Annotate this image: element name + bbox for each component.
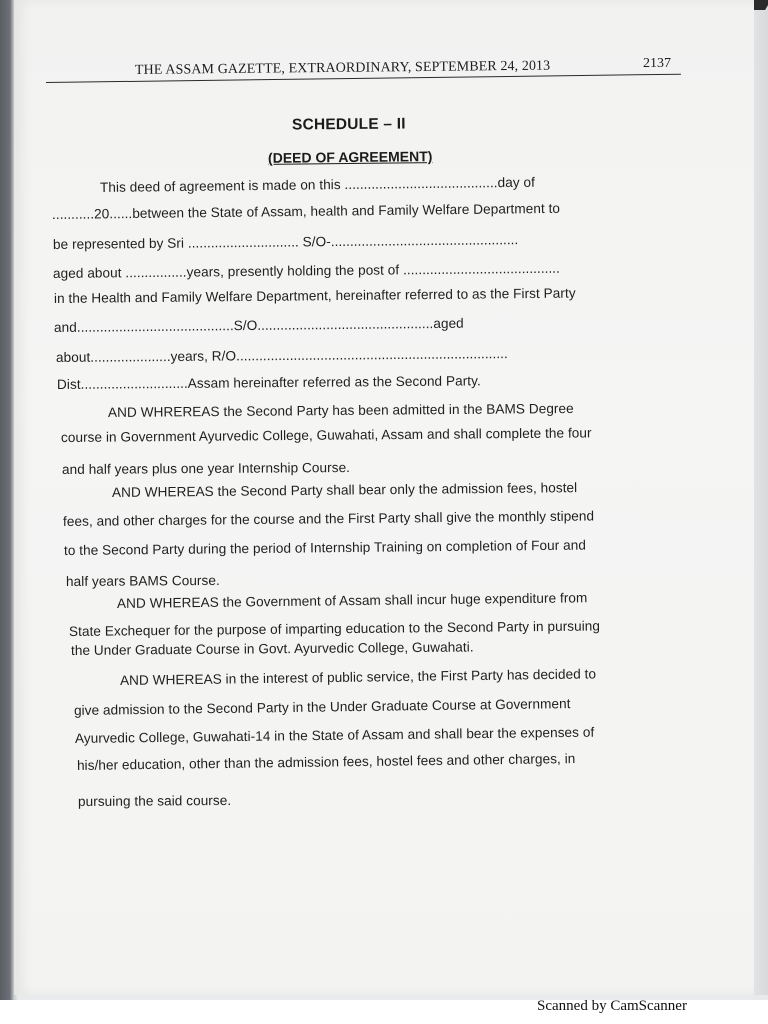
body-line: the Under Graduate Course in Govt. Ayurvedic College, Guwahati.	[70, 639, 474, 658]
body-line: and half years plus one year Internship Course.	[61, 459, 351, 477]
body-line: AND WHEREAS the Government of Assam shall incur huge expenditure from	[116, 590, 588, 611]
body-line: his/her education, other than the admission fees, hostel fees and other charges, in	[76, 751, 576, 773]
body-line: to the Second Party during the period of Internship Training on completion of Four and	[63, 537, 586, 558]
body-line: and.........................................S/O..............................................aged	[53, 315, 464, 335]
body-line: Ayurvedic College, Guwahati-14 in the State of Assam and shall bear the expenses of	[74, 724, 595, 746]
schedule-title: SCHEDULE – II	[291, 115, 406, 134]
body-line: about.....................years, R/O.......................................................................	[55, 346, 508, 365]
body-line: course in Government Ayurvedic College, Guwahati, Assam and shall complete the four	[60, 425, 592, 445]
body-line: half years BAMS Course.	[65, 572, 220, 589]
body-line: fees, and other charges for the course and the First Party shall give the monthly stipend	[62, 508, 595, 529]
body-line: be represented by Sri ............................. S/O-.................................................	[52, 232, 519, 252]
paper-edge	[754, 0, 768, 995]
body-line: give admission to the Second Party in the Under Graduate Course at Government	[73, 696, 571, 718]
gazette-header: THE ASSAM GAZETTE, EXTRAORDINARY, SEPTEMBER 24, 2013	[134, 58, 551, 78]
body-line: pursuing the said course.	[77, 792, 232, 809]
body-line: State Exchequer for the purpose of imparting education to the Second Party in pursuing	[68, 618, 601, 639]
scanner-watermark: Scanned by CamScanner	[537, 998, 687, 1014]
body-line: ...........20......between the State of Assam, health and Family Welfare Department to	[51, 200, 561, 222]
deed-subtitle: (DEED OF AGREEMENT)	[267, 148, 433, 166]
page-number: 2137	[643, 56, 671, 71]
body-line: AND WHREREAS the Second Party has been admitted in the BAMS Degree	[107, 400, 574, 420]
body-line: AND WHEREAS in the interest of public service, the First Party has decided to	[119, 666, 597, 688]
body-line: This deed of agreement is made on this ........................................day of	[99, 174, 535, 195]
body-line: AND WHEREAS the Second Party shall bear only the admission fees, hostel	[111, 480, 578, 500]
body-line: Dist............................Assam hereinafter referred as the Second Party.	[56, 373, 481, 392]
body-line: aged about ................years, presently holding the post of .........................................	[52, 260, 561, 281]
body-line: in the Health and Family Welfare Department, hereinafter referred to as the First Party	[53, 285, 576, 306]
